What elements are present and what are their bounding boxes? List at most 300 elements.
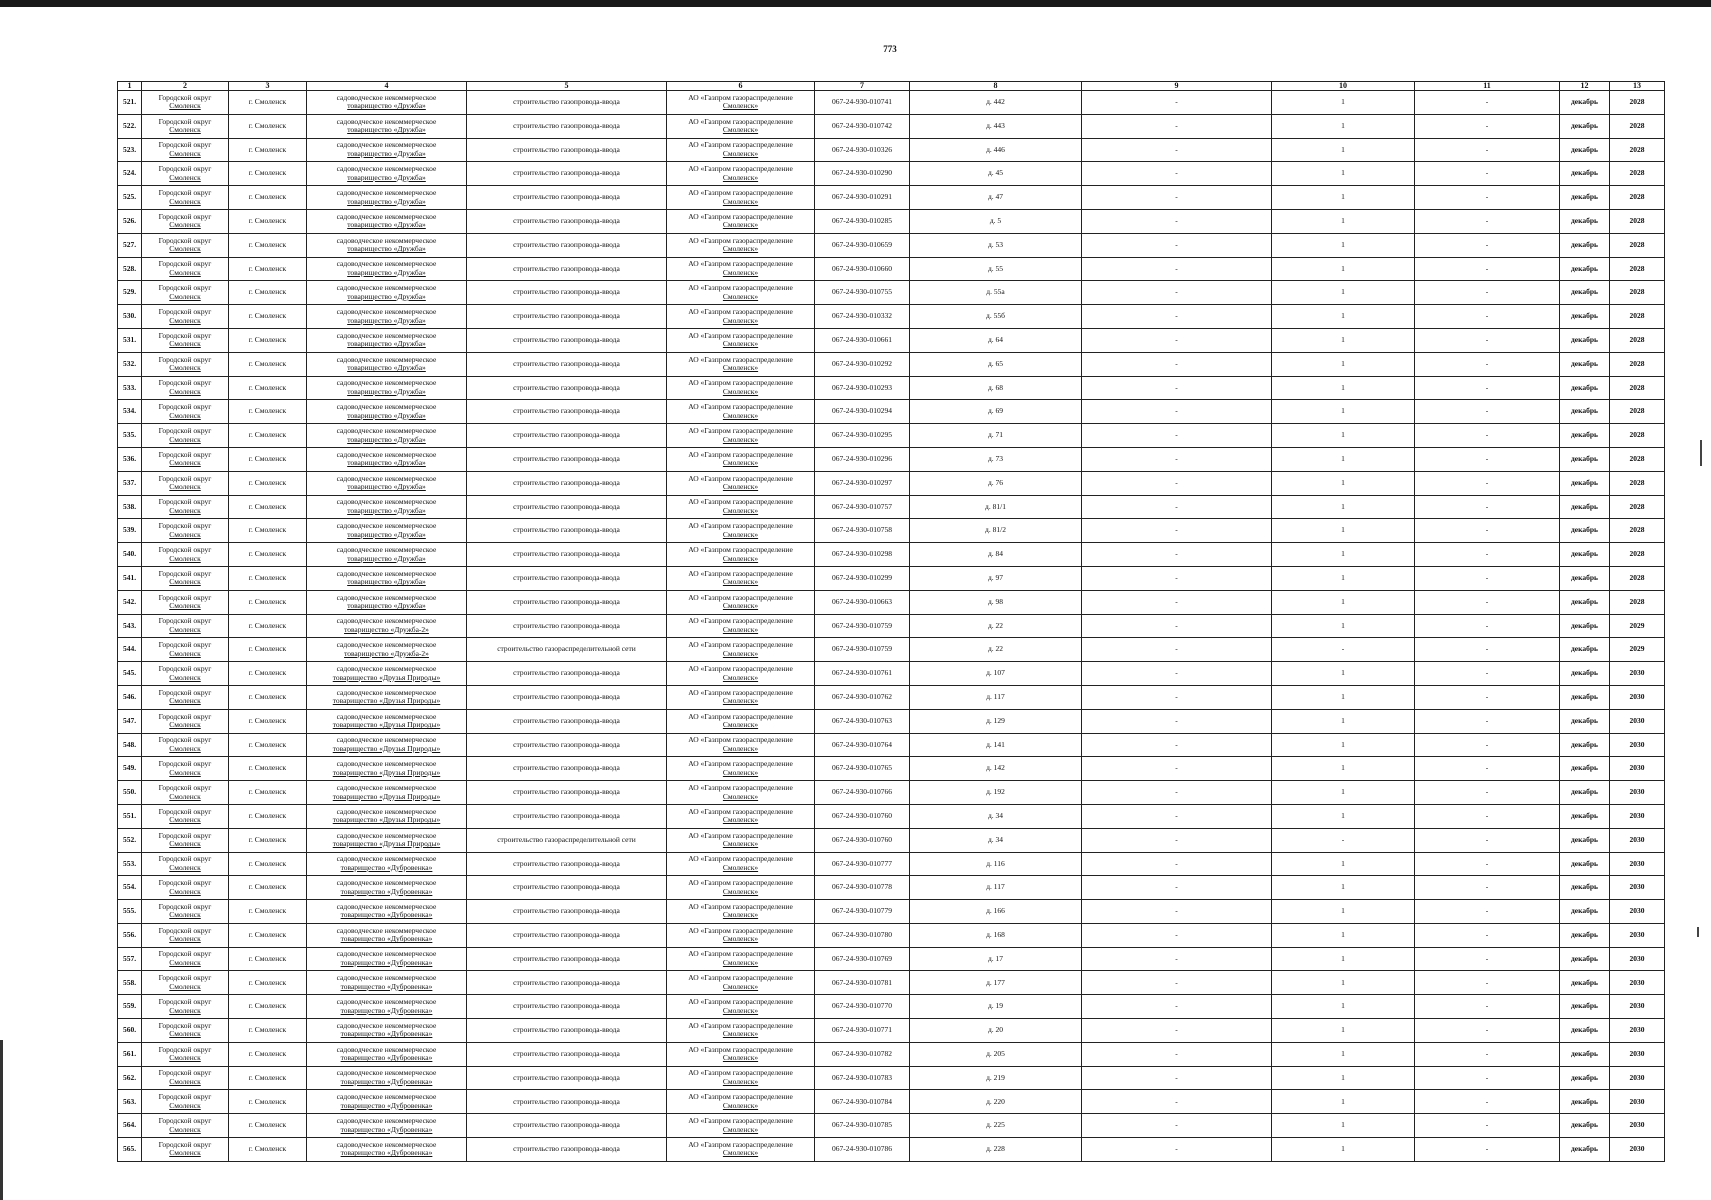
cell-n: 530. [118,305,142,329]
cell-n: 552. [118,828,142,852]
cell-c7: 067-24-930-010758 [815,519,910,543]
cell-c12: декабрь [1560,900,1610,924]
cell-line: Смоленск [169,672,201,682]
cell-c3: г. Смоленск [229,1066,307,1090]
cell-line: Смоленск» [722,910,759,920]
cell-c10: 1 [1272,995,1415,1019]
cell-c8: д. 47 [910,186,1082,210]
cell-c12: декабрь [1560,209,1610,233]
cell-line: садоводческое некоммерческое [336,259,437,269]
cell-c3: г. Смоленск [229,400,307,424]
cell-line: Смоленск [169,696,201,706]
cell-c3: г. Смоленск [229,923,307,947]
cell-line: Смоленск [169,839,201,849]
cell-object [307,1042,467,1066]
cell-c3: г. Смоленск [229,91,307,115]
cell-organization [667,781,815,805]
cell-line: Смоленск [169,244,201,254]
cell-c5: строительство газопровода-ввода [467,138,667,162]
cell-object [307,995,467,1019]
cell-c11: - [1415,376,1560,400]
cell-c9: - [1082,1114,1272,1138]
cell-c5: строительство газораспределительной сети [467,828,667,852]
cell-c5: строительство газопровода-ввода [467,305,667,329]
cell-c7: 067-24-930-010764 [815,733,910,757]
cell-organization [667,495,815,519]
cell-c10: 1 [1272,424,1415,448]
cell-c12: декабрь [1560,471,1610,495]
cell-line: АО «Газпром газораспределение [688,830,793,840]
cell-line: Городской округ [158,544,212,554]
cell-line: Смоленск [169,291,201,301]
cell-line: Городской округ [158,283,212,293]
cell-object [307,947,467,971]
cell-c12: декабрь [1560,519,1610,543]
cell-line: АО «Газпром газораспределение [688,735,793,745]
cell-municipality [142,519,229,543]
cell-c7: 067-24-930-010293 [815,376,910,400]
cell-line: АО «Газпром газораспределение [688,425,793,435]
cell-c3: г. Смоленск [229,757,307,781]
cell-c9: - [1082,614,1272,638]
cell-c7: 067-24-930-010290 [815,162,910,186]
cell-n: 538. [118,495,142,519]
cell-c12: декабрь [1560,781,1610,805]
cell-line: Смоленск» [722,1029,759,1039]
cell-c12: декабрь [1560,233,1610,257]
column-header: 10 [1272,82,1415,91]
cell-n: 557. [118,947,142,971]
cell-c9: - [1082,757,1272,781]
cell-c12: декабрь [1560,376,1610,400]
cell-line: Смоленск [169,981,201,991]
cell-line: Городской округ [158,92,212,102]
cell-c12: декабрь [1560,733,1610,757]
cell-c13: 2030 [1610,995,1665,1019]
cell-organization [667,209,815,233]
cell-line: Смоленск [169,410,201,420]
cell-line: АО «Газпром газораспределение [688,283,793,293]
cell-c10: 1 [1272,852,1415,876]
cell-c8: д. 442 [910,91,1082,115]
cell-c12: декабрь [1560,257,1610,281]
cell-c13: 2028 [1610,186,1665,210]
cell-municipality [142,685,229,709]
table-row [118,923,1665,947]
cell-municipality [142,709,229,733]
cell-c11: - [1415,566,1560,590]
cell-n: 560. [118,1019,142,1043]
cell-c9: - [1082,162,1272,186]
cell-c8: д. 76 [910,471,1082,495]
cell-line: Городской округ [158,354,212,364]
cell-line: Смоленск [169,148,201,158]
cell-line: Городской округ [158,640,212,650]
cell-line: Смоленск» [722,220,759,230]
cell-c11: - [1415,923,1560,947]
cell-line: Смоленск» [722,839,759,849]
cell-organization [667,328,815,352]
cell-line: Городской округ [158,402,212,412]
cell-n: 525. [118,186,142,210]
cell-c13: 2028 [1610,543,1665,567]
cell-line: Смоленск» [722,672,759,682]
cell-c13: 2028 [1610,305,1665,329]
cell-object [307,424,467,448]
cell-c10: 1 [1272,495,1415,519]
cell-c10: 1 [1272,781,1415,805]
cell-n: 526. [118,209,142,233]
cell-c9: - [1082,376,1272,400]
cell-line: садоводческое некоммерческое [336,473,437,483]
cell-c5: строительство газопровода-ввода [467,447,667,471]
cell-municipality [142,995,229,1019]
cell-n: 558. [118,971,142,995]
cell-c11: - [1415,1114,1560,1138]
cell-municipality [142,733,229,757]
cell-line: АО «Газпром газораспределение [688,997,793,1007]
header-row [118,82,1665,91]
cell-organization [667,376,815,400]
cell-c3: г. Смоленск [229,1019,307,1043]
cell-c3: г. Смоленск [229,971,307,995]
cell-line: товарищество «Дубровенка» [340,910,433,920]
cell-c9: - [1082,352,1272,376]
cell-object [307,566,467,590]
cell-c8: д. 53 [910,233,1082,257]
cell-c9: - [1082,971,1272,995]
cell-c12: декабрь [1560,995,1610,1019]
cell-line: садоводческое некоммерческое [336,1068,437,1078]
cell-line: Смоленск» [722,767,759,777]
cell-n: 524. [118,162,142,186]
scan-top-border [0,0,1711,7]
cell-line: Городской округ [158,425,212,435]
cell-municipality [142,590,229,614]
cell-organization [667,828,815,852]
cell-n: 556. [118,923,142,947]
cell-line: товарищество «Дружба» [347,410,426,420]
cell-c8: д. 107 [910,662,1082,686]
cell-line: Смоленск [169,720,201,730]
cell-n: 561. [118,1042,142,1066]
cell-object [307,971,467,995]
cell-c13: 2028 [1610,328,1665,352]
cell-c11: - [1415,186,1560,210]
cell-line: Смоленск [169,910,201,920]
cell-object [307,709,467,733]
cell-c13: 2030 [1610,733,1665,757]
cell-line: Городской округ [158,187,212,197]
cell-line: Смоленск [169,743,201,753]
cell-line: товарищество «Дружба» [347,220,426,230]
cell-municipality [142,781,229,805]
cell-organization [667,305,815,329]
cell-line: Смоленск» [722,386,759,396]
cell-n: 555. [118,900,142,924]
cell-line: садоводческое некоммерческое [336,616,437,626]
cell-line: Городской округ [158,330,212,340]
cell-object [307,281,467,305]
cell-line: АО «Газпром газораспределение [688,925,793,935]
table-row [118,400,1665,424]
cell-object [307,614,467,638]
cell-line: Смоленск» [722,1100,759,1110]
cell-line: АО «Газпром газораспределение [688,854,793,864]
cell-line: товарищество «Дружба» [347,577,426,587]
cell-c9: - [1082,662,1272,686]
cell-municipality [142,91,229,115]
cell-c10: 1 [1272,971,1415,995]
cell-c9: - [1082,590,1272,614]
cell-c9: - [1082,733,1272,757]
cell-object [307,1090,467,1114]
cell-line: Городской округ [158,1068,212,1078]
cell-line: АО «Газпром газораспределение [688,330,793,340]
cell-line: Городской округ [158,306,212,316]
column-header: 3 [229,82,307,91]
cell-c3: г. Смоленск [229,876,307,900]
cell-line: Смоленск» [722,981,759,991]
cell-line: Смоленск» [722,172,759,182]
cell-line: Смоленск [169,172,201,182]
cell-line: садоводческое некоммерческое [336,354,437,364]
cell-c13: 2030 [1610,685,1665,709]
cell-line: Смоленск» [722,553,759,563]
cell-c9: - [1082,257,1272,281]
cell-organization [667,971,815,995]
cell-c13: 2030 [1610,1019,1665,1043]
cell-c12: декабрь [1560,757,1610,781]
table-row [118,614,1665,638]
cell-line: АО «Газпром газораспределение [688,711,793,721]
cell-c7: 067-24-930-010741 [815,91,910,115]
cell-line: Смоленск» [722,1124,759,1134]
cell-organization [667,852,815,876]
cell-c13: 2028 [1610,91,1665,115]
cell-line: Городской округ [158,735,212,745]
cell-c10: 1 [1272,876,1415,900]
cell-municipality [142,400,229,424]
cell-c9: - [1082,91,1272,115]
cell-organization [667,900,815,924]
cell-line: садоводческое некоммерческое [336,330,437,340]
cell-c11: - [1415,685,1560,709]
cell-c11: - [1415,1066,1560,1090]
cell-line: Смоленск [169,1148,201,1158]
cell-c8: д. 64 [910,328,1082,352]
cell-line: Смоленск [169,458,201,468]
table-row [118,685,1665,709]
cell-line: садоводческое некоммерческое [336,1092,437,1102]
cell-c8: д. 71 [910,424,1082,448]
cell-line: Смоленск [169,1124,201,1134]
cell-c13: 2028 [1610,138,1665,162]
cell-organization [667,566,815,590]
cell-municipality [142,1090,229,1114]
cell-c3: г. Смоленск [229,804,307,828]
cell-organization [667,447,815,471]
cell-object [307,376,467,400]
cell-line: Смоленск [169,577,201,587]
cell-line: АО «Газпром газораспределение [688,354,793,364]
cell-c12: декабрь [1560,328,1610,352]
cell-c8: д. 225 [910,1114,1082,1138]
cell-line: товарищество «Дружба» [347,529,426,539]
cell-line: АО «Газпром газораспределение [688,663,793,673]
cell-c10: - [1272,638,1415,662]
table-row [118,471,1665,495]
cell-line: АО «Газпром газораспределение [688,782,793,792]
cell-c12: декабрь [1560,971,1610,995]
cell-line: Смоленск» [722,291,759,301]
cell-line: Смоленск [169,1077,201,1087]
cell-line: Смоленск [169,386,201,396]
cell-c7: 067-24-930-010786 [815,1138,910,1162]
cell-c11: - [1415,804,1560,828]
cell-c3: г. Смоленск [229,186,307,210]
cell-c10: 1 [1272,757,1415,781]
cell-c8: д. 228 [910,1138,1082,1162]
cell-c13: 2028 [1610,209,1665,233]
cell-municipality [142,852,229,876]
cell-c11: - [1415,138,1560,162]
cell-c8: д. 443 [910,114,1082,138]
cell-line: садоводческое некоммерческое [336,187,437,197]
cell-c7: 067-24-930-010296 [815,447,910,471]
cell-c8: д. 34 [910,828,1082,852]
cell-c10: 1 [1272,376,1415,400]
cell-n: 553. [118,852,142,876]
cell-n: 529. [118,281,142,305]
cell-c9: - [1082,328,1272,352]
table-row [118,781,1665,805]
cell-c13: 2030 [1610,1090,1665,1114]
cell-c8: д. 22 [910,614,1082,638]
cell-municipality [142,138,229,162]
cell-c7: 067-24-930-010759 [815,614,910,638]
cell-object [307,852,467,876]
cell-line: Смоленск [169,553,201,563]
cell-c13: 2030 [1610,757,1665,781]
cell-n: 545. [118,662,142,686]
cell-c13: 2030 [1610,1138,1665,1162]
cell-line: товарищество «Дружба» [347,434,426,444]
cell-line: Смоленск» [722,934,759,944]
cell-c13: 2029 [1610,614,1665,638]
cell-organization [667,138,815,162]
cell-n: 548. [118,733,142,757]
cell-object [307,1066,467,1090]
table-row [118,233,1665,257]
cell-c8: д. 73 [910,447,1082,471]
cell-c9: - [1082,209,1272,233]
cell-n: 531. [118,328,142,352]
cell-line: Смоленск» [722,101,759,111]
cell-c11: - [1415,900,1560,924]
cell-line: Смоленск» [722,315,759,325]
cell-c10: 1 [1272,947,1415,971]
cell-c8: д. 141 [910,733,1082,757]
cell-c11: - [1415,1019,1560,1043]
cell-line: АО «Газпром газораспределение [688,211,793,221]
cell-c10: 1 [1272,1019,1415,1043]
cell-c13: 2028 [1610,376,1665,400]
cell-n: 551. [118,804,142,828]
cell-organization [667,281,815,305]
cell-line: АО «Газпром газораспределение [688,568,793,578]
cell-line: садоводческое некоммерческое [336,92,437,102]
cell-line: товарищество «Дружба» [347,339,426,349]
cell-line: садоводческое некоммерческое [336,687,437,697]
cell-c13: 2028 [1610,352,1665,376]
cell-line: Городской округ [158,449,212,459]
cell-c12: декабрь [1560,566,1610,590]
cell-line: Городской округ [158,378,212,388]
cell-c5: строительство газопровода-ввода [467,1042,667,1066]
table-row [118,1090,1665,1114]
page-number: 773 [883,44,897,54]
scan-mark [1700,440,1702,466]
cell-c3: г. Смоленск [229,1042,307,1066]
cell-line: садоводческое некоммерческое [336,830,437,840]
cell-c9: - [1082,1019,1272,1043]
cell-c8: д. 446 [910,138,1082,162]
cell-municipality [142,947,229,971]
cell-line: АО «Газпром газораспределение [688,1044,793,1054]
cell-line: товарищество «Дружба» [347,125,426,135]
cell-municipality [142,424,229,448]
cell-c3: г. Смоленск [229,590,307,614]
cell-c7: 067-24-930-010661 [815,328,910,352]
table-row [118,138,1665,162]
cell-municipality [142,638,229,662]
cell-object [307,91,467,115]
cell-c13: 2028 [1610,233,1665,257]
cell-organization [667,662,815,686]
cell-line: Городской округ [158,1020,212,1030]
cell-line: Городской округ [158,568,212,578]
table-row [118,876,1665,900]
cell-c5: строительство газопровода-ввода [467,804,667,828]
cell-line: Смоленск [169,934,201,944]
cell-line: АО «Газпром газораспределение [688,1020,793,1030]
cell-c12: декабрь [1560,614,1610,638]
cell-c7: 067-24-930-010785 [815,1114,910,1138]
cell-object [307,519,467,543]
cell-c11: - [1415,400,1560,424]
cell-line: садоводческое некоммерческое [336,949,437,959]
cell-c3: г. Смоленск [229,305,307,329]
cell-c9: - [1082,400,1272,424]
cell-c5: строительство газопровода-ввода [467,209,667,233]
cell-organization [667,519,815,543]
cell-n: 544. [118,638,142,662]
cell-c11: - [1415,1138,1560,1162]
cell-line: АО «Газпром газораспределение [688,521,793,531]
cell-c8: д. 55а [910,281,1082,305]
cell-c10: 1 [1272,1114,1415,1138]
cell-c10: 1 [1272,709,1415,733]
cell-line: Смоленск» [722,743,759,753]
cell-line: товарищество «Дружба» [347,244,426,254]
cell-c8: д. 55 [910,257,1082,281]
cell-line: Смоленск [169,767,201,777]
cell-c12: декабрь [1560,1019,1610,1043]
cell-c9: - [1082,1138,1272,1162]
cell-c5: строительство газопровода-ввода [467,876,667,900]
cell-organization [667,162,815,186]
